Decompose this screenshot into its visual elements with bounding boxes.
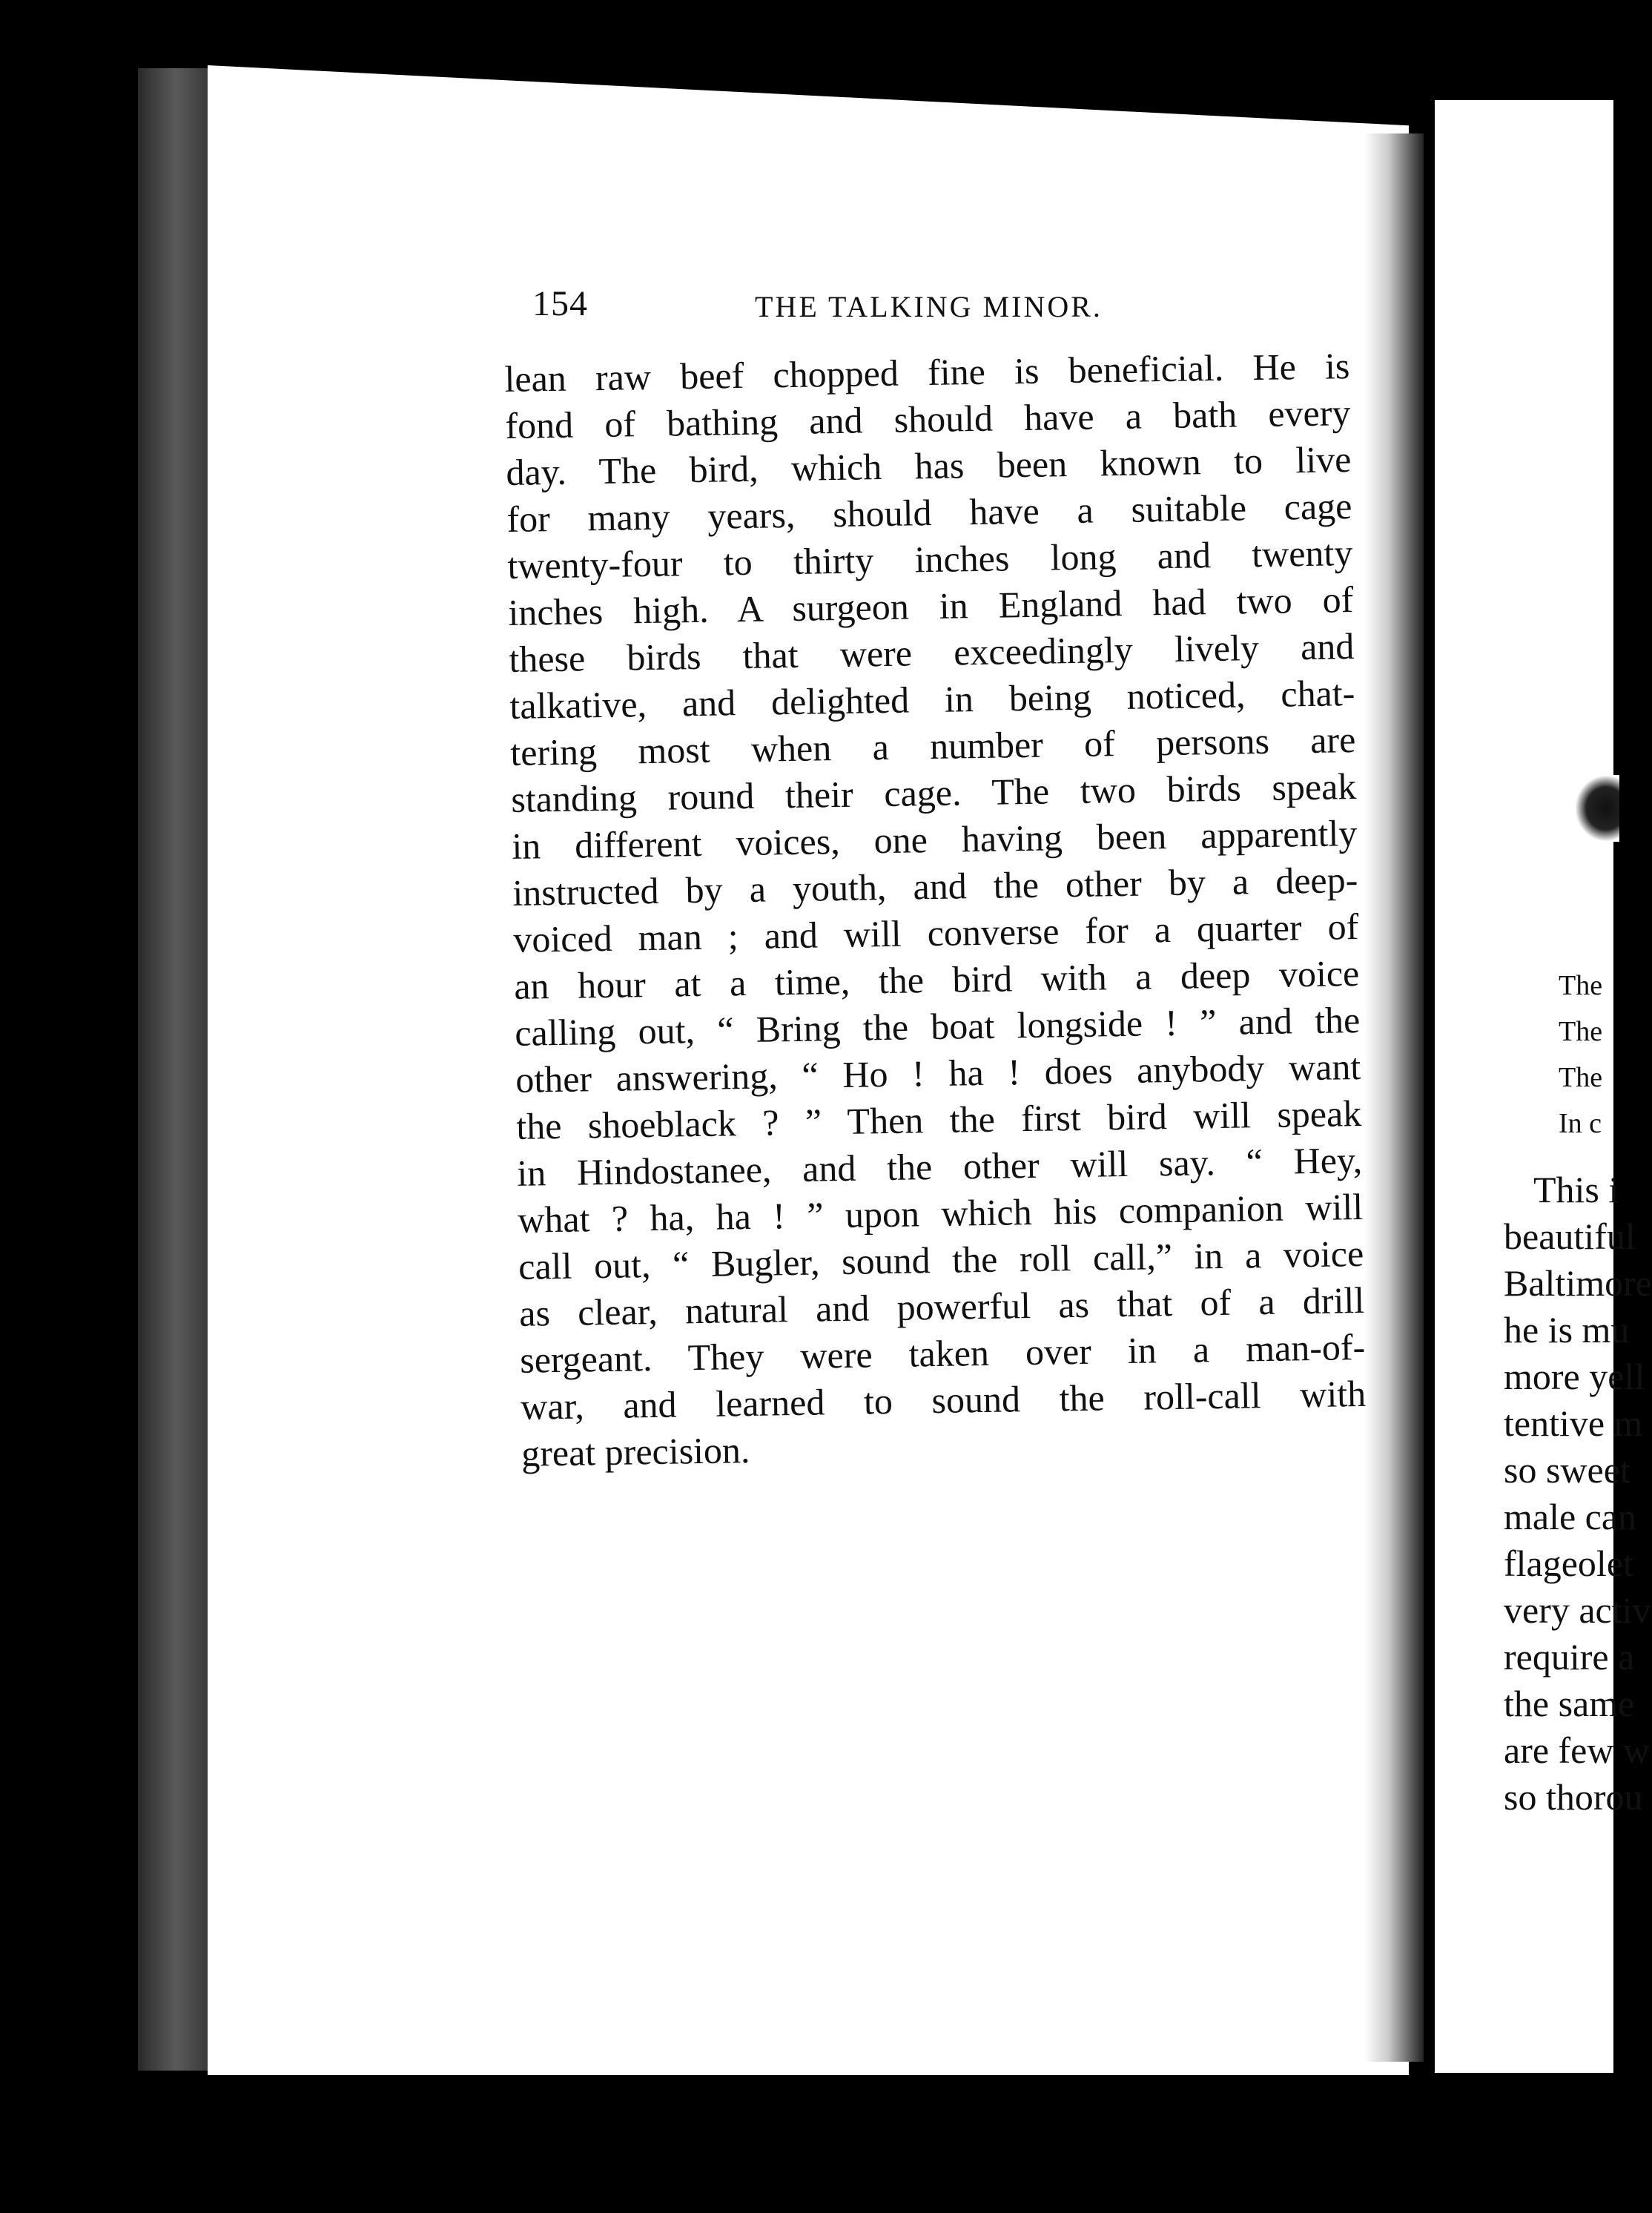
running-head-title: THE TALKING MINOR. — [755, 290, 1103, 323]
text-line: so thorou — [1504, 1776, 1643, 1818]
caption-line: In c — [1559, 1108, 1602, 1139]
caption-line: The — [1559, 1062, 1603, 1093]
text-line: war, and learned to sound the roll-call with — [520, 1372, 1367, 1428]
text-line: very activ — [1504, 1589, 1651, 1631]
text-line: the shoeblack ? ” Then the first bird will speak — [515, 1092, 1362, 1147]
text-line: inches high. A surgeon in England had two of — [507, 578, 1354, 633]
text-line: these birds that were exceedingly lively and — [508, 625, 1355, 680]
text-line: tentive m — [1504, 1402, 1643, 1444]
caption-line: The — [1559, 970, 1603, 1001]
text-line: lean raw beef chopped fine is beneficial. He is — [504, 345, 1350, 400]
text-line: This i — [1533, 1169, 1619, 1210]
text-line: he is mu — [1504, 1309, 1630, 1350]
text-line: other answering, “ Ho ! ha ! does anybody want — [515, 1045, 1361, 1101]
right-page-caption — [1559, 963, 1613, 1147]
text-line: twenty-four to thirty inches long and twenty — [507, 532, 1353, 587]
text-line: calling out, “ Bring the boat longside ! ” and the — [514, 998, 1361, 1054]
text-line: in different voices, one having been apparently — [511, 812, 1358, 867]
text-line: more yell — [1504, 1356, 1645, 1397]
body-text — [504, 343, 1367, 1477]
text-line: voiced man ; and will converse for a quarter of — [512, 906, 1359, 960]
book-gutter — [1364, 133, 1424, 2062]
bird-illustration-fragment — [1575, 775, 1619, 842]
text-line: male can — [1504, 1496, 1637, 1537]
text-line: are few w — [1504, 1729, 1651, 1771]
right-page-text — [1504, 1167, 1652, 1821]
text-line: tering most when a number of persons are — [509, 719, 1356, 774]
text-line: beautiful — [1504, 1216, 1636, 1257]
text-line: day. The bird, which has been known to live — [506, 438, 1352, 493]
text-line: great precision. — [521, 1428, 750, 1474]
text-line: for many years, should have a suitable cage — [506, 485, 1352, 540]
text-line: instructed by a youth, and the other by a deep- — [512, 859, 1358, 914]
text-line: as clear, natural and powerful as that of a drill — [518, 1279, 1365, 1334]
text-line: sergeant. They were taken over in a man-of- — [519, 1325, 1366, 1381]
caption-line: The — [1559, 1016, 1603, 1047]
text-line: so sweet — [1504, 1449, 1630, 1491]
text-line: Baltimore — [1504, 1262, 1652, 1304]
text-line: the same — [1504, 1683, 1635, 1724]
text-line: what ? ha, ha ! ” upon which his companion will — [517, 1185, 1364, 1241]
page-number: 154 — [532, 284, 588, 323]
text-line: require a — [1504, 1636, 1635, 1678]
text-line: standing round their cage. The two birds speak — [510, 765, 1357, 820]
text-line: an hour at a time, the bird with a deep voice — [513, 952, 1360, 1007]
text-line: talkative, and delighted in being noticed, chat- — [509, 672, 1355, 727]
text-line: in Hindostanee, and the other will say. “ Hey, — [516, 1138, 1363, 1194]
text-line: fond of bathing and should have a bath every — [505, 392, 1351, 446]
text-line: flageolet — [1504, 1543, 1633, 1584]
text-line: call out, “ Bugler, sound the roll call,” in a voice — [518, 1232, 1364, 1287]
